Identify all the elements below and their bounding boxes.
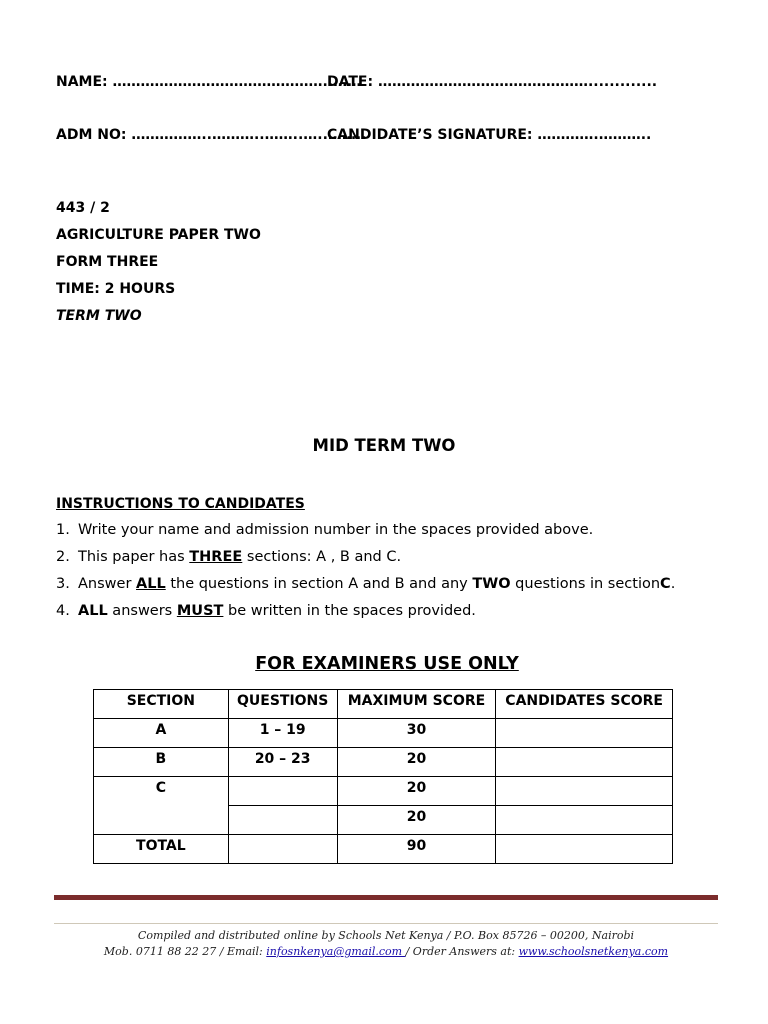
- footer-email-link[interactable]: infosnkenya@gmail.com: [266, 945, 406, 958]
- header-section: SECTION: [94, 690, 229, 719]
- max-score-cell: 20: [337, 806, 496, 835]
- header-questions: QUESTIONS: [228, 690, 337, 719]
- section-cell: B: [94, 748, 229, 777]
- name-field-label: NAME: ………………………………………..……: [56, 74, 362, 90]
- candidate-score-cell[interactable]: [496, 835, 673, 864]
- footer-mobile-email-label: Mob. 0711 88 22 27 / Email:: [103, 945, 267, 958]
- footer-website-link[interactable]: www.schoolsnetkenya.com: [518, 945, 669, 958]
- instruction-emphasis: ALL: [136, 576, 166, 592]
- candidate-score-cell[interactable]: [496, 777, 673, 806]
- table-row-total: [94, 835, 673, 864]
- instruction-item-1: [56, 522, 593, 538]
- candidate-signature-label: CANDIDATE’S SIGNATURE: ………….………..: [327, 127, 652, 143]
- instruction-text: Write your name and admission number in the spaces provided above.: [78, 522, 594, 538]
- candidate-score-cell[interactable]: [496, 748, 673, 777]
- footer-divider-bar: [54, 895, 718, 900]
- max-score-cell: 30: [337, 719, 496, 748]
- exam-title: MID TERM TWO: [312, 436, 456, 455]
- table-row: [94, 719, 673, 748]
- questions-cell: [228, 777, 337, 806]
- footer-line-1: Compiled and distributed online by Schools Net Kenya / P.O. Box 85726 – 00200, Nairobi: [137, 929, 635, 942]
- adm-no-field-label: ADM NO: ……………..………..……..…..……..: [56, 127, 367, 143]
- candidate-score-cell[interactable]: [496, 806, 673, 835]
- max-score-cell: 20: [337, 777, 496, 806]
- instruction-emphasis: ALL: [78, 603, 108, 619]
- footer-divider-line: [54, 923, 718, 924]
- examiners-score-table: [93, 689, 673, 864]
- instruction-text: sections: A , B and C.: [242, 549, 402, 565]
- instruction-emphasis: TWO: [472, 576, 511, 592]
- questions-cell: 1 – 19: [228, 719, 337, 748]
- instruction-number: 4.: [56, 603, 70, 619]
- date-field-label: DATE: ……………………………………….............: [327, 74, 658, 90]
- table-row: [94, 748, 673, 777]
- instruction-emphasis: MUST: [176, 603, 224, 619]
- section-cell: TOTAL: [94, 835, 229, 864]
- questions-cell: 20 – 23: [228, 748, 337, 777]
- instruction-item-2: [56, 549, 401, 565]
- instruction-item-3: [56, 576, 675, 592]
- max-score-cell: 20: [337, 748, 496, 777]
- instruction-text: answers: [107, 603, 177, 619]
- instruction-text: Answer: [78, 576, 137, 592]
- instruction-text: be written in the spaces provided.: [223, 603, 476, 619]
- examiners-use-title: FOR EXAMINERS USE ONLY: [255, 654, 519, 674]
- table-row: [94, 777, 673, 806]
- instruction-number: 1.: [56, 522, 70, 538]
- paper-form: FORM THREE: [56, 254, 159, 270]
- paper-term: TERM TWO: [56, 308, 142, 324]
- footer-order-label: / Order Answers at:: [405, 945, 519, 958]
- paper-time: TIME: 2 HOURS: [56, 281, 176, 297]
- instruction-text: questions in section: [510, 576, 661, 592]
- footer-line-2: [54, 945, 718, 958]
- questions-cell: [228, 806, 337, 835]
- candidate-score-cell[interactable]: [496, 719, 673, 748]
- instruction-number: 3.: [56, 576, 70, 592]
- table-header-row: [94, 690, 673, 719]
- paper-title: AGRICULTURE PAPER TWO: [56, 227, 261, 243]
- header-candidates-score: CANDIDATES SCORE: [496, 690, 673, 719]
- max-score-cell: 90: [337, 835, 496, 864]
- instructions-heading: INSTRUCTIONS TO CANDIDATES: [56, 496, 305, 512]
- header-maximum-score: MAXIMUM SCORE: [337, 690, 496, 719]
- instruction-text: This paper has: [78, 549, 190, 565]
- paper-code: 443 / 2: [56, 200, 110, 216]
- questions-cell: [228, 835, 337, 864]
- section-cell: C: [94, 777, 229, 835]
- section-cell: A: [94, 719, 229, 748]
- instruction-text: the questions in section A and B and any: [165, 576, 473, 592]
- instruction-emphasis: C: [660, 576, 671, 592]
- instruction-number: 2.: [56, 549, 70, 565]
- instruction-emphasis: THREE: [189, 549, 243, 565]
- instruction-item-4: [56, 603, 476, 619]
- instruction-text: .: [670, 576, 676, 592]
